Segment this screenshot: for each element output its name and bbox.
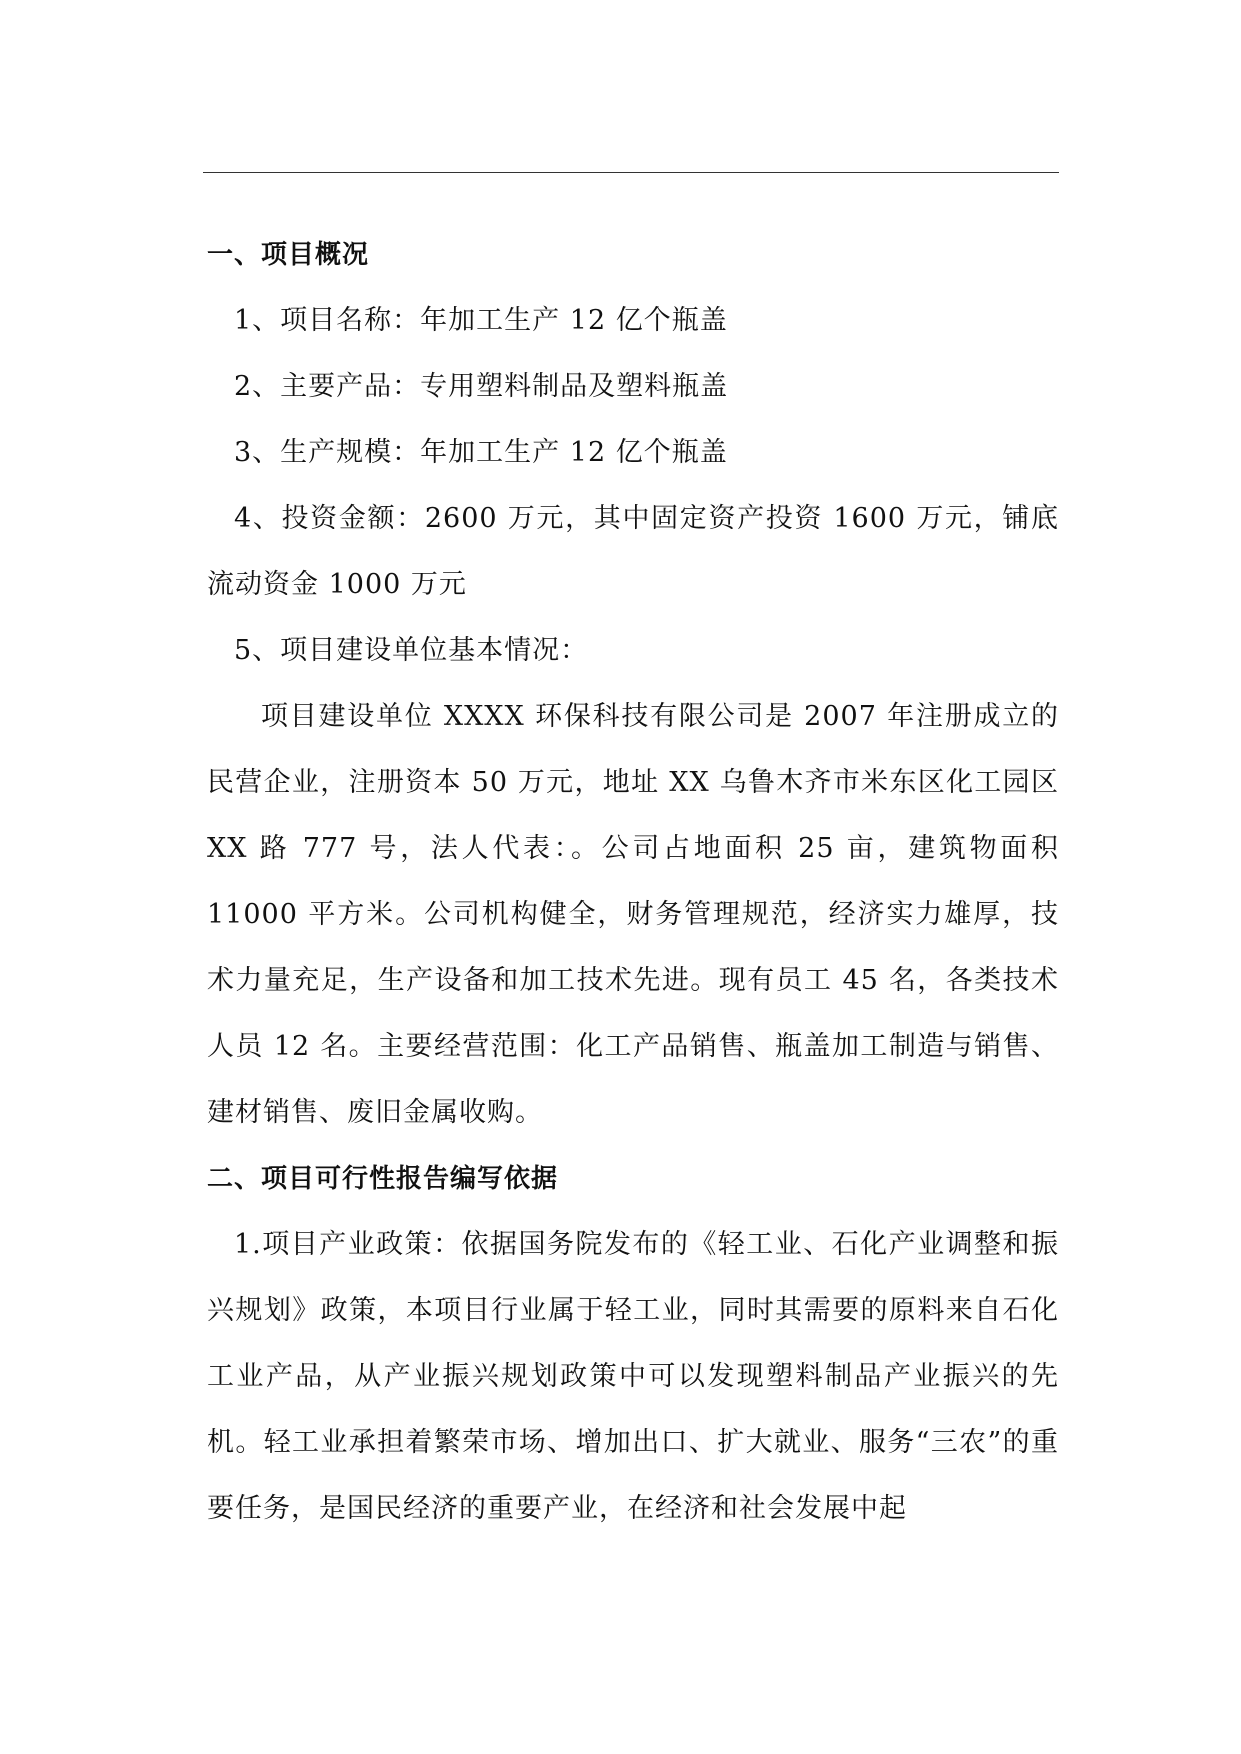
- investment-amount-item: 4、投资金额：2600 万元，其中固定资产投资 1600 万元，铺底流动资金 1000 万元: [207, 503, 1059, 600]
- document-body: [207, 222, 1059, 1542]
- industry-policy-paragraph: 1.项目产业政策：依据国务院发布的《轻工业、石化产业调整和振兴规划》政策，本项目行业属于轻工业，同时其需要的原料来自石化工业产品，从产业振兴规划政策中可以发现塑料制品产业振兴的先机。轻工业承担着繁荣市场、增加出口、扩大就业、服务“三农”的重要任务，是国民经济的重要产业，在经济和社会发展中起: [207, 1229, 1059, 1524]
- company-paragraph: 项目建设单位 XXXX 环保科技有限公司是 2007 年注册成立的民营企业，注册资本 50 万元，地址 XX 乌鲁木齐市米东区化工园区 XX 路 777 号，法人代表：。公司占地面积 25 亩，建筑物面积 11000 平方米。公司机构健全，财务管理规范，经济实力雄厚，技术力量充足，生产设备和加工技术先进。现有员工 45 名，各类技术人员 12 名。主要经营范围：化工产品销售、瓶盖加工制造与销售、建材销售、废旧金属收购。: [207, 701, 1059, 1128]
- section-2-heading: 二、项目可行性报告编写依据: [207, 1164, 559, 1194]
- header-rule: [203, 172, 1059, 173]
- project-name-item: 1、项目名称：年加工生产 12 亿个瓶盖: [234, 305, 728, 336]
- company-info-item: 5、项目建设单位基本情况：: [234, 635, 589, 666]
- main-products-item: 2、主要产品：专用塑料制品及塑料瓶盖: [234, 371, 729, 402]
- section-1-heading: 一、项目概况: [207, 240, 370, 270]
- production-scale-item: 3、生产规模：年加工生产 12 亿个瓶盖: [234, 437, 728, 468]
